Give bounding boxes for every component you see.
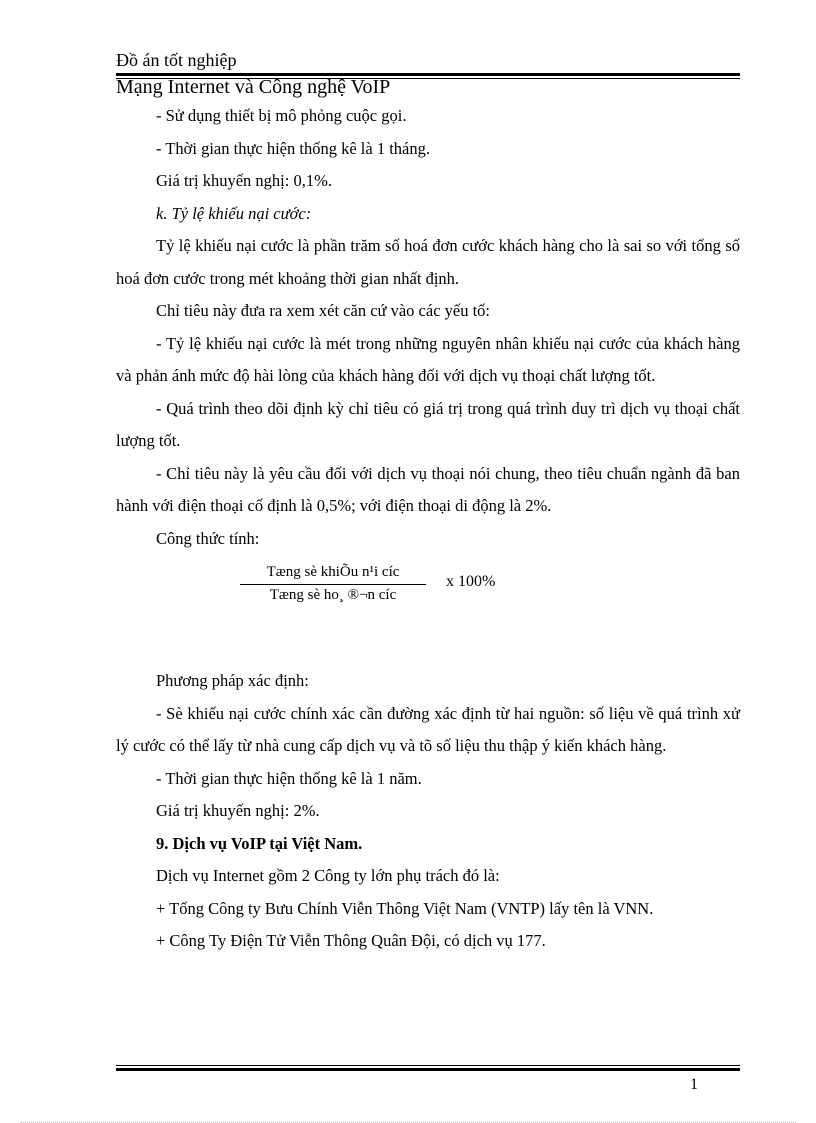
paragraph: Phương pháp xác định: bbox=[156, 671, 309, 690]
paragraph: + Công Ty Điện Tử Viễn Thông Quân Đội, có dịch vụ 177. bbox=[156, 931, 546, 950]
paragraph: Giá trị khuyến nghị: 0,1%. bbox=[156, 171, 332, 190]
formula-numerator: Tæng sè khiÕu n¹i cíc bbox=[266, 564, 400, 580]
paragraph: - Sử dụng thiết bị mô phỏng cuộc gọi. bbox=[156, 106, 407, 125]
formula-denominator: Tæng sè ho¸ ®¬n cíc bbox=[269, 587, 397, 603]
paragraph: Công thức tính: bbox=[156, 528, 260, 548]
header-title: Đồ án tốt nghiệp bbox=[116, 50, 237, 70]
paragraph: Chỉ tiêu này đưa ra xem xét căn cứ vào các yếu tố: bbox=[156, 301, 491, 320]
paragraph: Dịch vụ Internet gồm 2 Công ty lớn phụ trách đó là: bbox=[156, 866, 500, 885]
section-heading: k. Tỷ lệ khiếu nại cước: bbox=[156, 203, 312, 223]
paragraph: - Thời gian thực hiện thống kê là 1 năm. bbox=[156, 768, 422, 788]
page-number: 1 bbox=[690, 1076, 698, 1093]
section-heading: 9. Dịch vụ VoIP tại Việt Nam. bbox=[156, 833, 363, 853]
paragraph: - Sè khiếu nại cước chính xác cần đường xác định từ hai nguồn: số liệu về quá trình xử lý cước có thể lấy từ nhà cung cấp dịch vụ và tõ số liệu thu thập ý kiến khách hàng. bbox=[116, 703, 740, 755]
paragraph: + Tổng Công ty Bưu Chính Viễn Thông Việt Nam (VNTP) lấy tên là VNN. bbox=[156, 898, 654, 918]
formula bbox=[116, 555, 740, 665]
paragraph: - Quá trình theo dõi định kỳ chỉ tiêu có giá trị trong quá trình duy trì dịch vụ thoại chất lượng tốt. bbox=[116, 398, 740, 450]
formula-multiplier: x 100% bbox=[446, 573, 496, 590]
page-body bbox=[116, 100, 740, 958]
paragraph: - Thời gian thực hiện thống kê là 1 tháng. bbox=[156, 138, 430, 158]
paragraph: - Tỷ lệ khiếu nại cước là mét trong những nguyên nhân khiếu nại cước của khách hàng và phản ánh mức độ hài lòng của khách hàng đối với dịch vụ thoại chất lượng tốt. bbox=[116, 333, 740, 385]
fraction bbox=[240, 561, 426, 605]
paragraph: Giá trị khuyến nghị: 2%. bbox=[156, 801, 320, 820]
paragraph: Tỷ lệ khiếu nại cước là phần trăm số hoá đơn cước khách hàng cho là sai so với tổng số hoá đơn cước trong mét khoảng thời gian nhất định. bbox=[116, 236, 740, 288]
header-subtitle: Mạng Internet và Công nghệ VoIP bbox=[116, 76, 391, 98]
footer-rule-thin bbox=[116, 1065, 740, 1066]
footer-rule-thick bbox=[116, 1068, 740, 1071]
paragraph: - Chỉ tiêu này là yêu cầu đối với dịch vụ thoại nói chung, theo tiêu chuẩn ngành đã ban hành với điện thoại cố định là 0,5%; với điện thoại di động là 2%. bbox=[116, 463, 740, 515]
